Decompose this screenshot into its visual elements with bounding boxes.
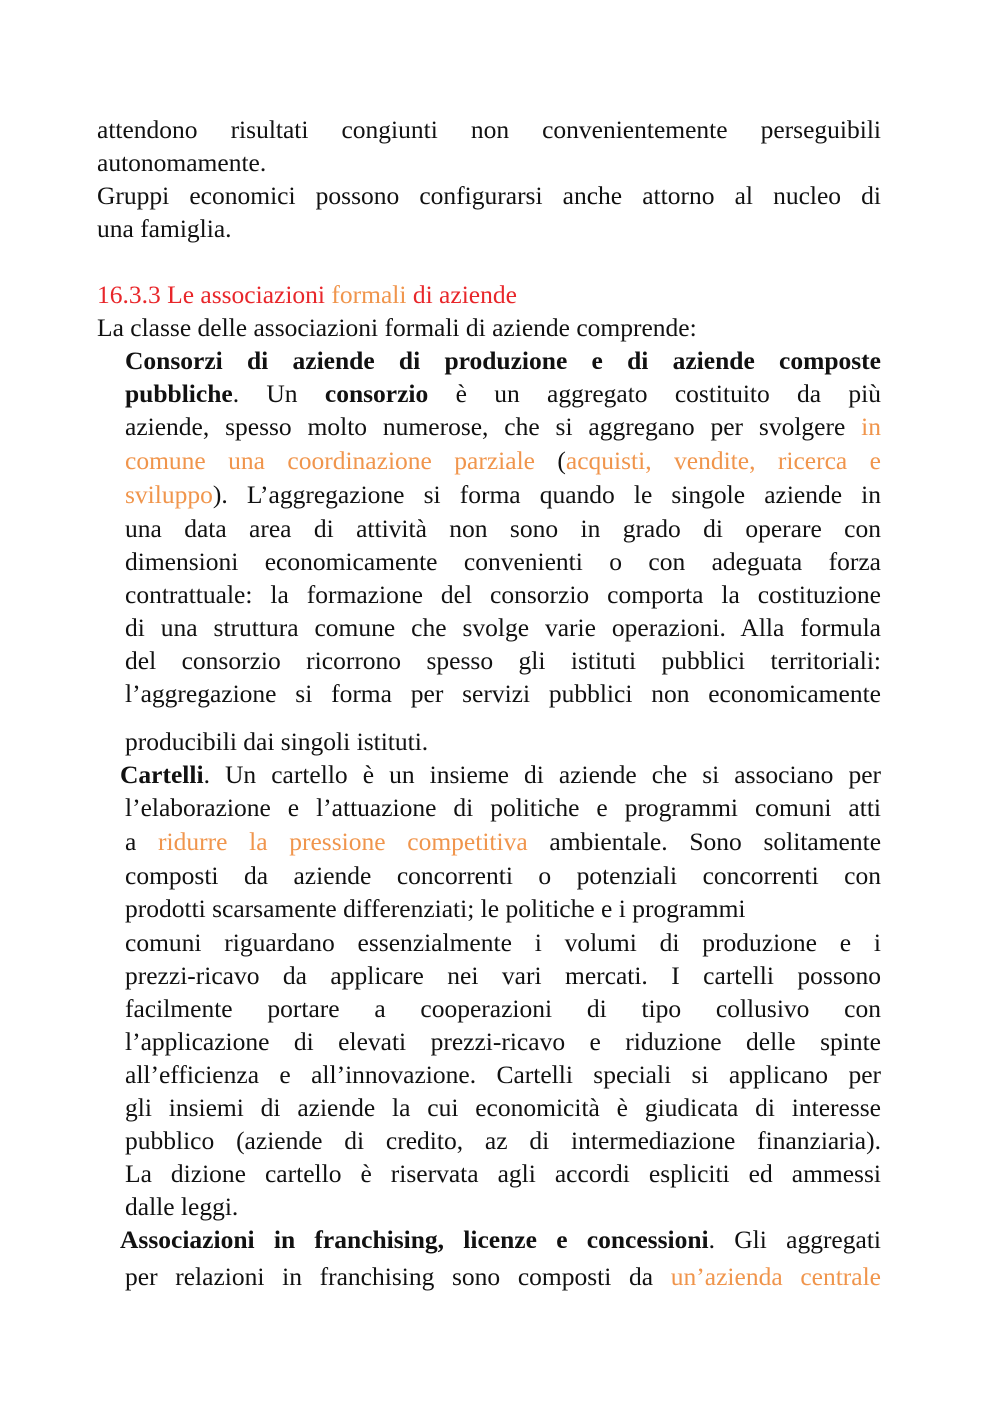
text-run: ambientale. Sono solitamente	[549, 827, 882, 856]
body-text-line: pubblico (aziende di credito, az di intermediazione finanziaria).	[125, 1126, 881, 1155]
body-text-line: producibili dai singoli istituti.	[125, 727, 429, 756]
body-text-line: l’aggregazione si forma per servizi pubblici non economicamente	[125, 679, 881, 708]
text-run: aziende, spesso molto numerose, che si aggregano per svolgere	[125, 412, 846, 441]
highlight-run: sviluppo	[125, 480, 213, 509]
heading-number: 16.3.3 Le associazioni	[97, 280, 326, 309]
text-run: (	[557, 446, 566, 475]
heading-highlight: formali	[331, 280, 407, 309]
body-text-line: facilmente portare a cooperazioni di tipo collusivo con	[125, 994, 881, 1023]
body-text-line	[125, 412, 881, 442]
body-text-line	[125, 827, 881, 857]
body-text-line: autonomamente.	[97, 148, 267, 177]
highlight-run: acquisti, vendite, ricerca e	[565, 446, 881, 475]
body-text-line: una data area di attività non sono in grado di operare con	[125, 514, 881, 543]
body-text-line: comuni riguardano essenzialmente i volumi di produzione e i	[125, 928, 881, 957]
body-text-line	[125, 379, 881, 409]
body-text-line: attendono risultati congiunti non convenientemente perseguibili	[97, 115, 881, 144]
heading-tail: di aziende	[412, 280, 517, 309]
body-text-line: del consorzio ricorrono spesso gli istituti pubblici territoriali:	[125, 646, 881, 675]
body-text-line	[125, 1262, 881, 1292]
body-text-line: dimensioni economicamente convenienti o con adeguata forza	[125, 547, 881, 576]
highlight-run: ridurre la pressione competitiva	[158, 827, 528, 856]
body-text-line: di una struttura comune che svolge varie operazioni. Alla formula	[125, 613, 881, 642]
body-text-line: gli insiemi di aziende la cui economicità è giudicata di interesse	[125, 1093, 881, 1122]
text-run: è un aggregato costituito da più	[455, 379, 882, 408]
body-text-line: prezzi-ricavo da applicare nei vari mercati. I cartelli possono	[125, 961, 881, 990]
body-text-line: prodotti scarsamente differenziati; le politiche e i programmi	[125, 894, 746, 923]
bold-term: pubbliche	[125, 379, 233, 408]
section-heading	[97, 280, 881, 310]
body-text-line: La dizione cartello è riservata agli accordi espliciti ed ammessi	[125, 1159, 881, 1188]
body-text-line	[125, 446, 881, 476]
text-run: . Un cartello è un insieme di aziende che si associano per	[203, 760, 881, 789]
body-text-line: dalle leggi.	[125, 1192, 239, 1221]
body-text-line	[120, 1225, 881, 1255]
body-text-line: contrattuale: la formazione del consorzio comporta la costituzione	[125, 580, 881, 609]
text-run: ). L’aggregazione si forma quando le singole aziende in	[212, 480, 881, 509]
consorzi-title: Consorzi di aziende di produzione e di aziende composte	[125, 346, 881, 375]
text-run: . Un	[232, 379, 298, 408]
body-text-line	[120, 760, 881, 790]
body-text-line: l’applicazione di elevati prezzi-ricavo e riduzione delle spinte	[125, 1027, 881, 1056]
highlight-run: in	[861, 412, 882, 441]
cartelli-title: Cartelli	[120, 760, 204, 789]
text-run: a	[125, 827, 137, 856]
body-text-line: Gruppi economici possono configurarsi anche attorno al nucleo di	[97, 181, 881, 210]
text-run: per relazioni in franchising sono composti da	[125, 1262, 654, 1291]
highlight-run: comune una coordinazione parziale	[125, 446, 535, 475]
franchising-title: Associazioni in franchising, licenze e concessioni	[120, 1225, 709, 1254]
consorzi-title-line	[125, 346, 881, 376]
body-text-line: una famiglia.	[97, 214, 232, 243]
bold-term: consorzio	[324, 379, 429, 408]
lead-text: La classe delle associazioni formali di aziende comprende:	[97, 313, 697, 342]
body-text-line	[125, 480, 881, 510]
body-text-line: all’efficienza e all’innovazione. Cartelli speciali si applicano per	[125, 1060, 881, 1089]
body-text-line: l’elaborazione e l’attuazione di politiche e programmi comuni atti	[125, 793, 881, 822]
highlight-run: un’azienda centrale	[670, 1262, 882, 1291]
body-text-line: composti da aziende concorrenti o potenziali concorrenti con	[125, 861, 881, 890]
text-run: . Gli aggregati	[708, 1225, 881, 1254]
